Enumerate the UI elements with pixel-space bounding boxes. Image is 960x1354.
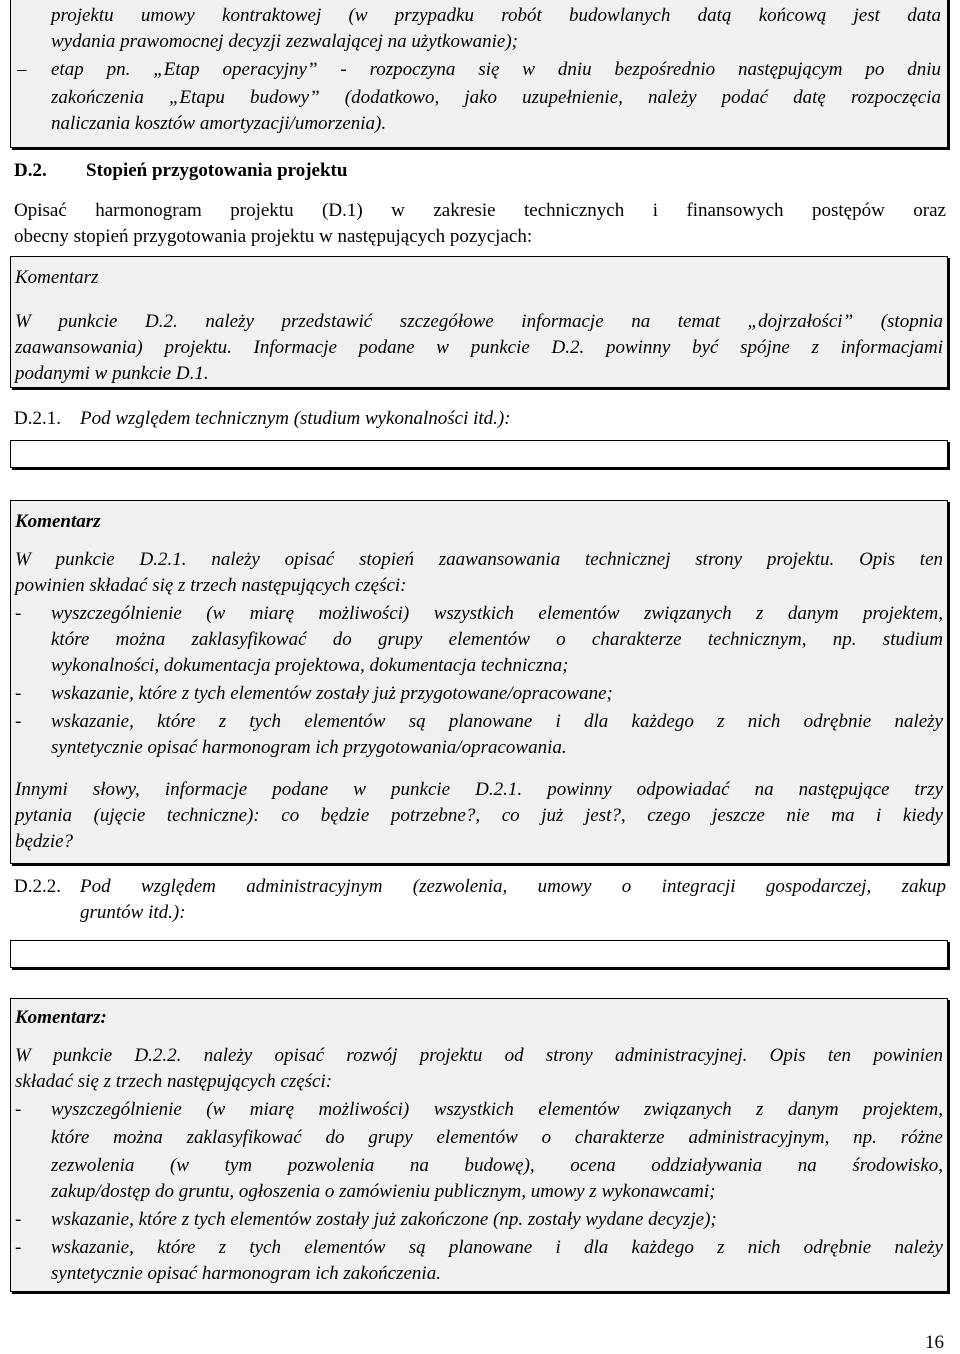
administrative-status-field[interactable]: [10, 940, 948, 968]
section-number: D.2.: [14, 160, 47, 181]
subsection-label: Pod względem technicznym (studium wykonalności itd.):: [80, 408, 511, 429]
bullet-dash: -: [15, 603, 22, 624]
text-line: W punkcie D.2.2. należy opisać rozwój projektu od strony administracyjnej. Opis ten powinien: [15, 1045, 943, 1066]
bullet-dash: -: [15, 1237, 22, 1258]
comment-box: [10, 256, 948, 388]
bullet-line: które można zaklasyfikować do grupy elementów o charakterze administracyjnym, np. różne: [51, 1127, 943, 1148]
bullet-line: wyszczególnienie (w miarę możliwości) wszystkich elementów związanych z danym projektem,: [51, 603, 943, 624]
bullet-line: zezwolenia (w tym pozwolenia na budowę), ocena oddziaływania na środowisko,: [51, 1155, 943, 1176]
text-line: zaawansowania) projektu. Informacje podane w punkcie D.2. powinny być spójne z informacjami: [15, 337, 943, 358]
comment-title: Komentarz: [15, 511, 101, 532]
section-title: Stopień przygotowania projektu: [86, 160, 348, 181]
dash-bullet: –: [17, 59, 27, 80]
subsection-number: D.2.1.: [14, 408, 61, 429]
bullet-dash: -: [15, 683, 22, 704]
bullet-dash: -: [15, 1209, 22, 1230]
intro-line: Opisać harmonogram projektu (D.1) w zakresie technicznych i finansowych postępów oraz: [14, 200, 946, 221]
bullet-line: syntetycznie opisać harmonogram ich przygotowania/opracowania.: [51, 737, 567, 758]
text-line: projektu umowy kontraktowej (w przypadku robót budowlanych datą końcową jest data: [51, 5, 941, 26]
text-line: będzie?: [15, 831, 74, 852]
bullet-line: które można zaklasyfikować do grupy elementów o charakterze technicznym, np. studium: [51, 629, 943, 650]
text-line: Innymi słowy, informacje podane w punkcie D.2.1. powinny odpowiadać na następujące trzy: [15, 779, 943, 800]
subsection-label: Pod względem administracyjnym (zezwolenia, umowy o integracji gospodarczej, zakup: [80, 876, 946, 897]
subsection-number: D.2.2.: [14, 876, 61, 897]
bullet-line: wskazanie, które z tych elementów są planowane i dla każdego z nich odrębnie należy: [51, 711, 943, 732]
text-line: składać się z trzech następujących części:: [15, 1071, 333, 1092]
text-line: etap pn. „Etap operacyjny” - rozpoczyna się w dniu bezpośrednio następującym po dniu: [51, 59, 941, 80]
page-number: 16: [925, 1332, 944, 1353]
comment-box-continued: [10, 0, 948, 148]
comment-title: Komentarz: [15, 267, 99, 288]
text-line: W punkcie D.2.1. należy opisać stopień zaawansowania technicznej strony projektu. Opis ten: [15, 549, 943, 570]
bullet-line: syntetycznie opisać harmonogram ich zakończenia.: [51, 1263, 441, 1284]
intro-line: obecny stopień przygotowania projektu w następujących pozycjach:: [14, 226, 533, 247]
text-line: naliczania kosztów amortyzacji/umorzenia).: [51, 113, 387, 134]
text-line: powinien składać się z trzech następujących części:: [15, 575, 407, 596]
comment-box: [10, 500, 948, 864]
comment-title: Komentarz:: [15, 1007, 107, 1028]
text-line: W punkcie D.2. należy przedstawić szczegółowe informacje na temat „dojrzałości” (stopnia: [15, 311, 943, 332]
bullet-line: wykonalności, dokumentacja projektowa, dokumentacja techniczna;: [51, 655, 569, 676]
text-line: pytania (ujęcie techniczne): co będzie potrzebne?, co już jest?, czego jeszcze nie ma i kiedy: [15, 805, 943, 826]
text-line: podanymi w punkcie D.1.: [15, 363, 209, 384]
subsection-label: gruntów itd.):: [80, 902, 186, 923]
bullet-line: wskazanie, które z tych elementów są planowane i dla każdego z nich odrębnie należy: [51, 1237, 943, 1258]
bullet-dash: -: [15, 1099, 22, 1120]
bullet-line: wskazanie, które z tych elementów zostały już zakończone (np. zostały wydane decyzje);: [51, 1209, 717, 1230]
text-line: zakończenia „Etapu budowy” (dodatkowo, jako uzupełnienie, należy podać datę rozpoczęcia: [51, 87, 941, 108]
bullet-line: zakup/dostęp do gruntu, ogłoszenia o zamówieniu publicznym, umowy z wykonawcami;: [51, 1181, 716, 1202]
bullet-line: wyszczególnienie (w miarę możliwości) wszystkich elementów związanych z danym projektem,: [51, 1099, 943, 1120]
bullet-line: wskazanie, które z tych elementów zostały już przygotowane/opracowane;: [51, 683, 613, 704]
text-line: wydania prawomocnej decyzji zezwalającej na użytkowanie);: [51, 31, 518, 52]
bullet-dash: -: [15, 711, 22, 732]
comment-box: [10, 998, 948, 1292]
technical-status-field[interactable]: [10, 440, 948, 468]
